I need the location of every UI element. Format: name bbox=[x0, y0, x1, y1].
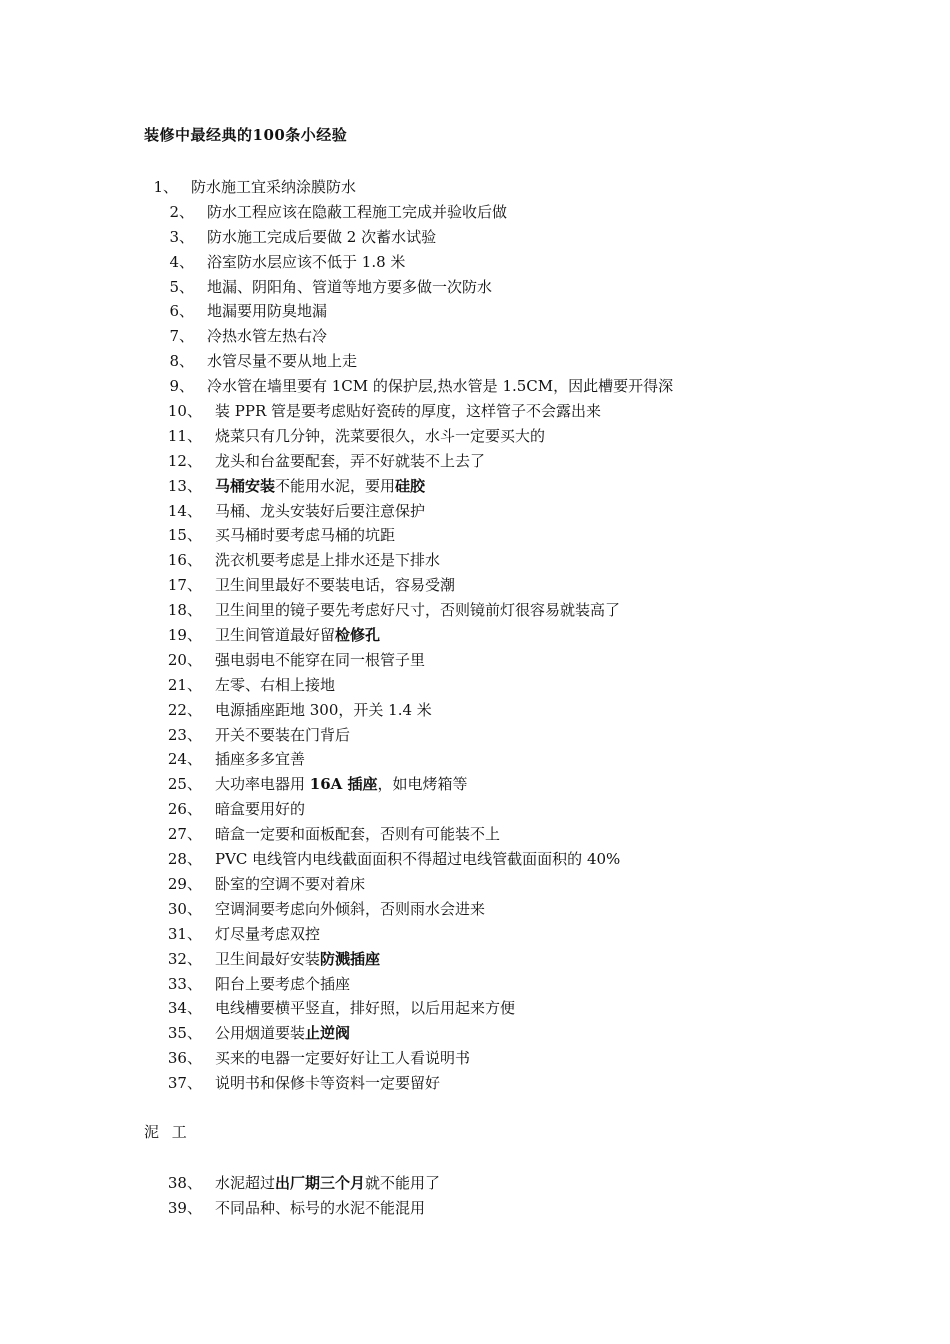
list-item-number: 9、 bbox=[169, 377, 194, 396]
list-item-text: 左零、右相上接地 bbox=[215, 675, 336, 694]
list-item-number: 21、 bbox=[167, 675, 202, 694]
list-item-text: 卧室的空调不要对着床 bbox=[215, 874, 366, 893]
list-item-number: 37、 bbox=[167, 1074, 202, 1093]
list-item-number: 17、 bbox=[167, 576, 202, 595]
list-item-text: 灯尽量考虑双控 bbox=[215, 924, 321, 943]
list-item-number: 14、 bbox=[167, 501, 202, 520]
list-item-number: 33、 bbox=[167, 974, 202, 993]
list-item-text: 大功率电器用 16A 插座，如电烤箱等 bbox=[215, 775, 468, 794]
list-item-number: 29、 bbox=[167, 874, 202, 893]
list-item-text: 公用烟道要装止逆阀 bbox=[215, 1024, 351, 1043]
list-item-text: 说明书和保修卡等资料一定要留好 bbox=[215, 1074, 441, 1093]
list-item-text: 买马桶时要考虑马桶的坑距 bbox=[215, 526, 396, 545]
list-item-text: 地漏要用防臭地漏 bbox=[207, 302, 328, 321]
list-item-text: 电线槽要横平竖直，排好照，以后用起来方便 bbox=[215, 999, 516, 1018]
list-item-text: 冷水管在墙里要有 1CM 的保护层,热水管是 1.5CM，因此槽要开得深 bbox=[207, 377, 674, 396]
list-item-text: 水管尽量不要从地上走 bbox=[207, 352, 358, 371]
list-item-text: PVC 电线管内电线截面面积不得超过电线管截面面积的 40% bbox=[215, 850, 621, 869]
list-item-text: 装 PPR 管是要考虑贴好瓷砖的厚度，这样管子不会露出来 bbox=[215, 402, 602, 421]
list-item-number: 22、 bbox=[167, 700, 202, 719]
list-item-text: 空调洞要考虑向外倾斜，否则雨水会进来 bbox=[215, 899, 486, 918]
list-item-text: 烧菜只有几分钟，洗菜要很久，水斗一定要买大的 bbox=[215, 426, 546, 445]
list-item-number: 18、 bbox=[167, 601, 202, 620]
list-item-number: 11、 bbox=[167, 426, 202, 445]
list-item-text: 水泥超过出厂期三个月就不能用了 bbox=[215, 1174, 441, 1192]
list-item-text: 卫生间里最好不要装电话，容易受潮 bbox=[215, 576, 456, 595]
list-item-text: 插座多多宜善 bbox=[215, 750, 306, 769]
list-item-number: 3、 bbox=[169, 227, 194, 246]
list-item-text: 地漏、阴阳角、管道等地方要多做一次防水 bbox=[207, 277, 493, 296]
list-item-text: 洗衣机要考虑是上排水还是下排水 bbox=[215, 551, 441, 570]
list-item-number: 20、 bbox=[167, 650, 202, 669]
list-item-text: 马桶、龙头安装好后要注意保护 bbox=[215, 501, 426, 520]
list-item-number: 15、 bbox=[167, 526, 202, 545]
list-item-number: 19、 bbox=[167, 626, 202, 645]
list-item-text: 卫生间最好安装防溅插座 bbox=[215, 949, 381, 968]
document-title: 装修中最经典的100条小经验 bbox=[144, 126, 348, 144]
list-item-text: 浴室防水层应该不低于 1.8 米 bbox=[207, 252, 406, 271]
list-item-number: 16、 bbox=[167, 551, 202, 570]
list-item-number: 23、 bbox=[167, 725, 202, 744]
list-item-number: 31、 bbox=[167, 924, 202, 943]
list-item-text: 电源插座距地 300，开关 1.4 米 bbox=[215, 700, 432, 719]
list-item-text: 防水施工完成后要做 2 次蓄水试验 bbox=[207, 227, 437, 246]
list-item-number: 2、 bbox=[169, 202, 194, 221]
list-item-text: 暗盒要用好的 bbox=[215, 800, 306, 819]
list-item-text: 强电弱电不能穿在同一根管子里 bbox=[215, 650, 426, 669]
list-item-number: 10、 bbox=[167, 402, 202, 421]
list-item-text: 防水施工宜采纳涂膜防水 bbox=[191, 178, 357, 196]
list-item-text: 马桶安装不能用水泥，要用硅胶 bbox=[215, 476, 426, 495]
list-item-number: 1、 bbox=[153, 178, 178, 196]
list-item-text: 卫生间管道最好留检修孔 bbox=[215, 626, 381, 645]
list-item-number: 34、 bbox=[167, 999, 202, 1018]
list-item-number: 4、 bbox=[169, 252, 194, 271]
list-item-number: 30、 bbox=[167, 899, 202, 918]
list-item-number: 32、 bbox=[167, 949, 202, 968]
list-item-number: 36、 bbox=[167, 1049, 202, 1068]
list-item-text: 开关不要装在门背后 bbox=[215, 725, 351, 744]
list-item-number: 13、 bbox=[167, 476, 202, 495]
list-item-number: 27、 bbox=[167, 825, 202, 844]
list-item-number: 6、 bbox=[169, 302, 194, 321]
section-heading-masonry: 泥 工 bbox=[144, 1123, 191, 1141]
list-item-text: 阳台上要考虑个插座 bbox=[215, 974, 351, 993]
list-item-number: 26、 bbox=[167, 800, 202, 819]
list-item-number: 5、 bbox=[169, 277, 194, 296]
list-item-number: 39、 bbox=[167, 1198, 202, 1217]
list-item-number: 7、 bbox=[169, 327, 194, 346]
list-item-number: 38、 bbox=[167, 1174, 202, 1192]
list-item-number: 12、 bbox=[167, 451, 202, 470]
list-item-text: 龙头和台盆要配套，弄不好就装不上去了 bbox=[215, 451, 486, 470]
list-item-text: 防水工程应该在隐蔽工程施工完成并验收后做 bbox=[207, 202, 508, 221]
list-item-number: 28、 bbox=[167, 850, 202, 869]
list-item-number: 8、 bbox=[169, 352, 194, 371]
list-item-number: 35、 bbox=[167, 1024, 202, 1043]
list-item-text: 冷热水管左热右冷 bbox=[207, 327, 328, 346]
list-item-text: 卫生间里的镜子要先考虑好尺寸，否则镜前灯很容易就装高了 bbox=[215, 601, 621, 620]
list-item-number: 25、 bbox=[167, 775, 202, 794]
list-item-text: 暗盒一定要和面板配套，否则有可能装不上 bbox=[215, 825, 501, 844]
list-item-text: 买来的电器一定要好好让工人看说明书 bbox=[215, 1049, 471, 1068]
list-item-text: 不同品种、标号的水泥不能混用 bbox=[215, 1198, 426, 1217]
list-item-number: 24、 bbox=[167, 750, 202, 769]
